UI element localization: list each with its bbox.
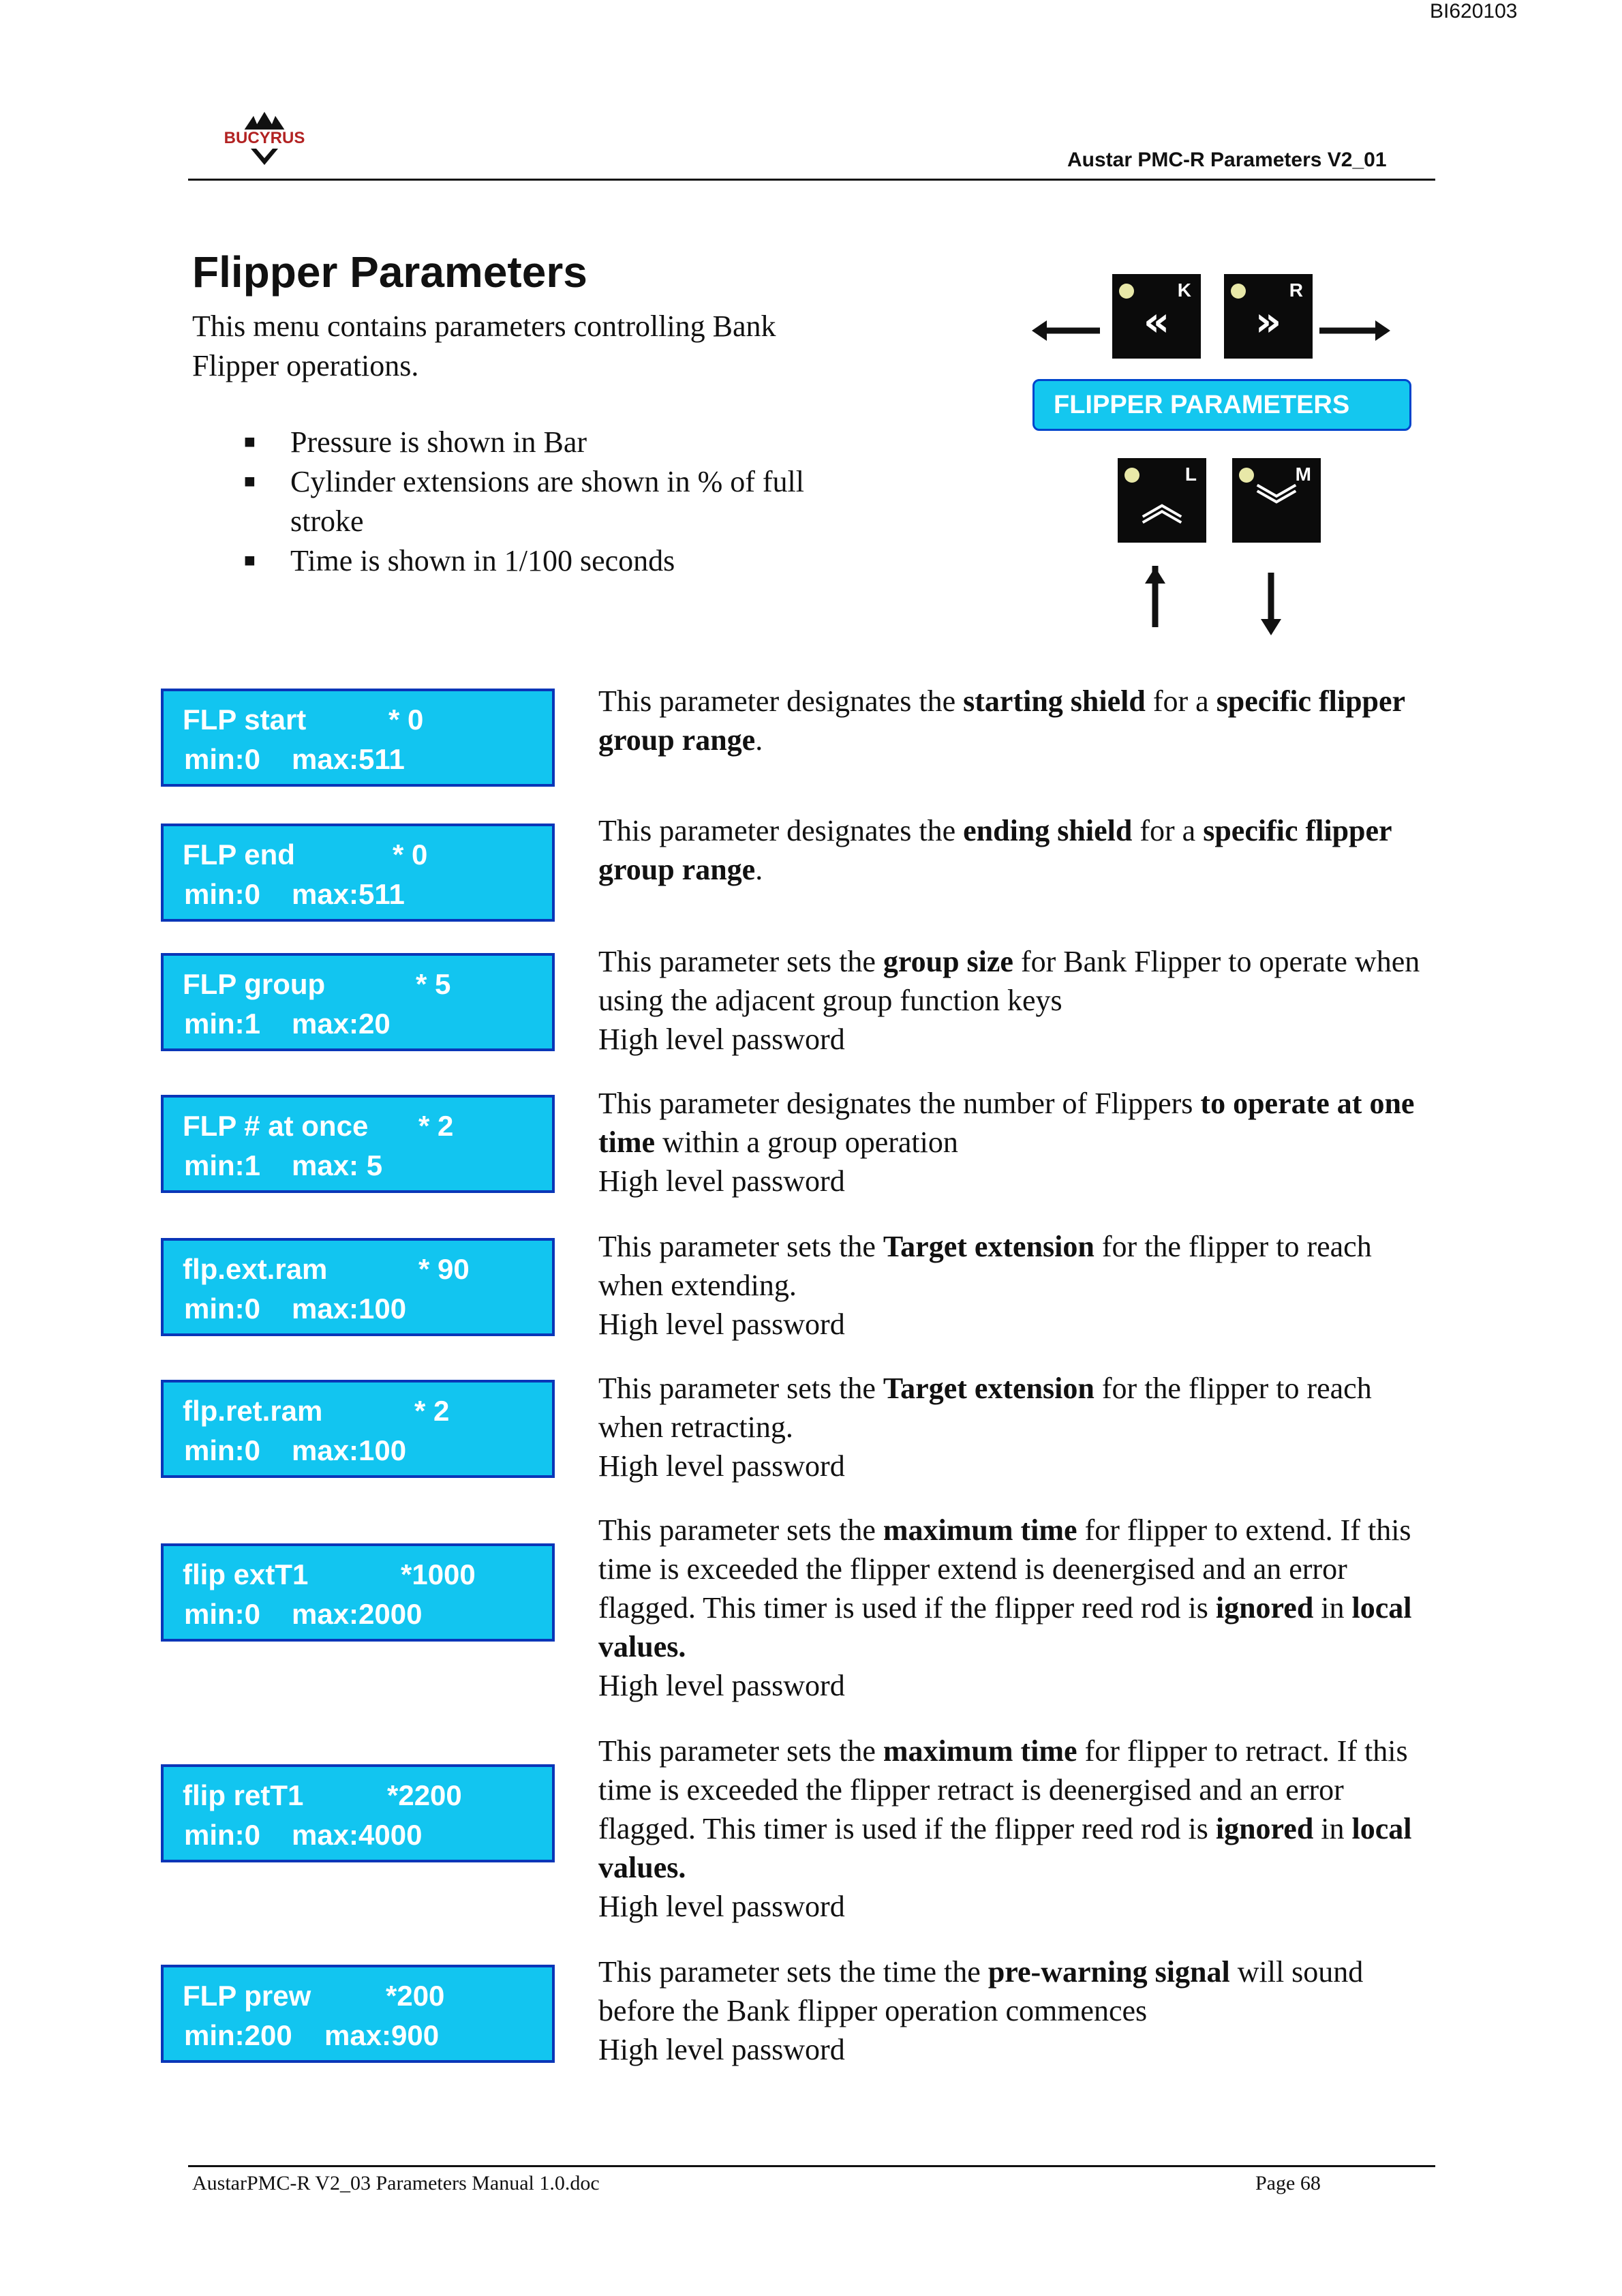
svg-text:BUCYRUS: BUCYRUS (224, 129, 305, 147)
param-description (598, 942, 1437, 1059)
key-l-up[interactable]: L ︽ (1118, 458, 1206, 543)
emphasis-text: maximum time (883, 1513, 1077, 1547)
param-description (598, 1732, 1437, 1926)
emphasis-text: pre-warning signal (988, 1955, 1230, 1989)
description-text: for Bank Flipper to operate when using the adjacent group function keys (598, 945, 1420, 1017)
emphasis-text: starting shield (963, 684, 1146, 718)
description-text: within a group operation (655, 1126, 958, 1159)
page-title: Flipper Parameters (192, 247, 587, 297)
page-number: Page 68 (1255, 2172, 1321, 2194)
description-text: for flipper to retract. If this time is exceeded the flipper retract is deenergised and an error flagged. This timer is used if the flipper reed rod is (598, 1734, 1408, 1845)
param-display-flp-ret-ram: flp.ret.ram * 2 min:0 max:100 (161, 1380, 555, 1478)
description-text: will sound before the Bank flipper operation commences (598, 1955, 1364, 2027)
param-display-flp-end: FLP end * 0 min:0 max:511 (161, 824, 555, 922)
description-text: This parameter sets the (598, 1372, 883, 1405)
param-description (598, 811, 1437, 889)
intro-text: This menu contains parameters controlling Bank Flipper operations. (192, 309, 776, 382)
param-description (598, 682, 1437, 759)
param-display-flip-ret-t1: flip retT1 *2200 min:0 max:4000 (161, 1764, 555, 1862)
param-description (598, 1084, 1437, 1200)
description-text: This parameter designates the (598, 684, 964, 718)
emphasis-text: ignored (1215, 1591, 1314, 1625)
bullet-item: ■ Pressure is shown in Bar (240, 423, 853, 462)
description-text: High level password (598, 1449, 845, 1483)
emphasis-text: to operate at one time (598, 1087, 1415, 1159)
key-r-next[interactable]: R » (1224, 274, 1313, 359)
description-text: This parameter sets the time the (598, 1955, 988, 1989)
description-text: for the flipper to reach when extending. (598, 1230, 1372, 1302)
description-text: This parameter sets the (598, 1513, 883, 1547)
document-id: BI620103 (1430, 0, 1518, 22)
footer-divider (188, 2165, 1435, 2167)
param-display-flp-ext-ram: flp.ext.ram * 90 min:0 max:100 (161, 1238, 555, 1336)
emphasis-text: group size (883, 945, 1013, 978)
emphasis-text: local values. (598, 1812, 1412, 1884)
description-text: for the flipper to reach when retracting. (598, 1372, 1372, 1444)
double-chevron-right-icon: » (1255, 298, 1282, 346)
emphasis-text: specific flipper group range (598, 684, 1405, 757)
footer-filename: AustarPMC-R V2_03 Parameters Manual 1.0.doc (192, 2172, 600, 2194)
param-display-flp-group: FLP group * 5 min:1 max:20 (161, 953, 555, 1051)
double-chevron-left-icon: « (1143, 298, 1170, 346)
description-text: High level password (598, 1308, 845, 1341)
description-text: for flipper to extend. If this time is exceeded the flipper extend is deenergised and an error flagged. This timer is used if the flipper reed rod is (598, 1513, 1411, 1625)
emphasis-text: Target extension (883, 1230, 1095, 1263)
description-text: This parameter sets the (598, 1230, 883, 1263)
arrow-left-icon (1032, 320, 1047, 341)
header-title: Austar PMC-R Parameters V2_01 (1067, 149, 1387, 171)
param-display-flp-prew: FLP prew *200 min:200 max:900 (161, 1965, 555, 2063)
description-text: . (755, 853, 763, 886)
key-k-previous[interactable]: K « (1112, 274, 1201, 359)
param-display-flip-ext-t1: flip extT1 *1000 min:0 max:2000 (161, 1543, 555, 1642)
param-display-flp-start: FLP start * 0 min:0 max:511 (161, 689, 555, 787)
description-text: High level password (598, 1669, 845, 1702)
emphasis-text: maximum time (883, 1734, 1077, 1768)
arrow-down-icon (1261, 619, 1281, 635)
param-description (598, 1227, 1437, 1344)
emphasis-text: ending shield (963, 814, 1133, 847)
description-text: High level password (598, 1164, 845, 1198)
emphasis-text: specific flipper group range (598, 814, 1392, 886)
description-text: This parameter sets the (598, 945, 883, 978)
arrows-overlay (1029, 266, 1411, 648)
emphasis-text: ignored (1215, 1812, 1314, 1845)
bullet-list (240, 423, 853, 581)
description-text: for a (1132, 814, 1204, 847)
description-text: in (1313, 1591, 1352, 1625)
emphasis-text: local values. (598, 1591, 1412, 1663)
header-divider (188, 179, 1435, 181)
param-description (598, 1511, 1437, 1705)
emphasis-text: Target extension (883, 1372, 1095, 1405)
description-text: . (755, 723, 763, 757)
arrow-up-icon (1145, 567, 1165, 584)
param-description (598, 1952, 1437, 2069)
bullet-icon: ■ (244, 471, 256, 492)
key-m-down[interactable]: M ︾ (1232, 458, 1321, 543)
flipper-parameters-label: FLIPPER PARAMETERS (1032, 379, 1411, 431)
bullet-icon: ■ (244, 432, 256, 453)
bucyrus-logo (215, 108, 313, 169)
param-description (598, 1369, 1437, 1485)
description-text: This parameter designates the number of Flippers (598, 1087, 1201, 1120)
description-text: in (1313, 1812, 1352, 1845)
double-chevron-up-icon: ︽ (1142, 482, 1182, 530)
flipper-navigation-graphic (1029, 266, 1411, 648)
description-text: High level password (598, 1023, 845, 1056)
arrow-right-icon (1375, 320, 1390, 341)
description-text: High level password (598, 2033, 845, 2066)
param-display-flp-at-once: FLP # at once * 2 min:1 max: 5 (161, 1095, 555, 1193)
bullet-item: ■ Time is shown in 1/100 seconds (240, 541, 853, 581)
bullet-icon: ■ (244, 550, 256, 571)
description-text: This parameter designates the (598, 814, 964, 847)
description-text: for a (1145, 684, 1216, 718)
description-text: This parameter sets the (598, 1734, 883, 1768)
double-chevron-down-icon: ︾ (1256, 482, 1297, 530)
description-text: High level password (598, 1890, 845, 1923)
bullet-item: ■ Cylinder extensions are shown in % of full stroke (240, 462, 853, 541)
